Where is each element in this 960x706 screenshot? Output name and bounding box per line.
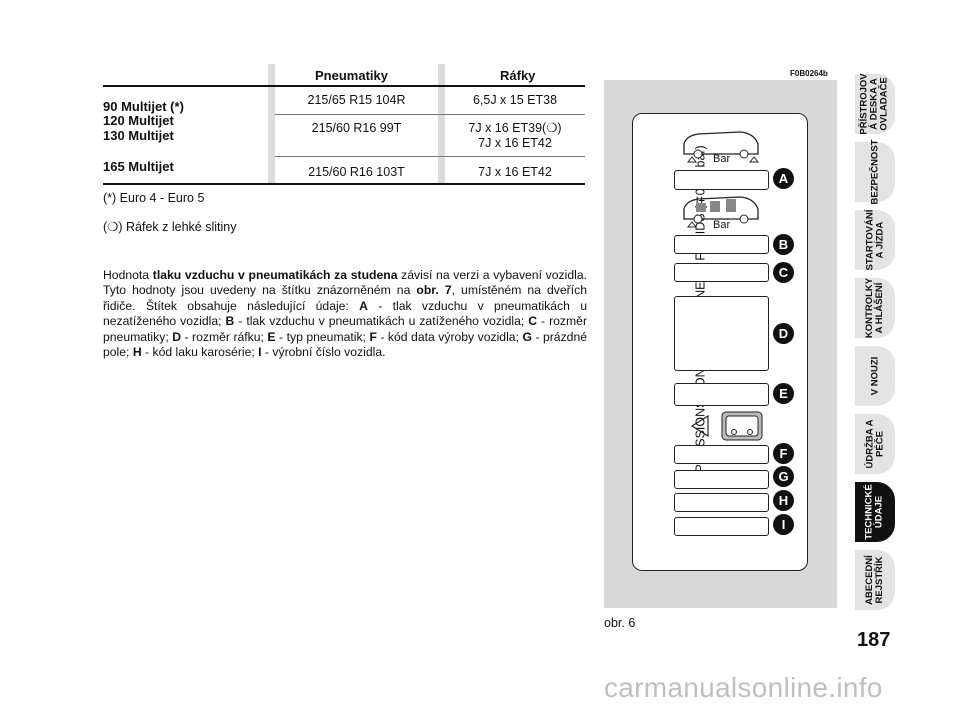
rim-cell: 7J x 16 ET39(❍) (468, 121, 562, 135)
tab-v-nouzi[interactable]: V NOUZI (855, 346, 895, 406)
watermark: carmanualsonline.info (604, 672, 883, 703)
field-box-i (674, 517, 769, 536)
letter-badge: I (773, 514, 794, 535)
field-box-b (674, 235, 769, 254)
header-rims: Ráfky (500, 68, 536, 83)
figure-caption: obr. 6 (604, 616, 636, 630)
model-label: 120 Multijet (103, 113, 174, 128)
tyre-cell: 215/65 R15 104R (307, 93, 406, 107)
field-box-f (674, 445, 769, 464)
tab-bezpecnost[interactable]: BEZPEČNOST (855, 142, 895, 202)
tab-kontrolky[interactable]: KONTROLKY A HLÁŠENÍ (855, 278, 895, 338)
figure-reference[interactable]: obr. 7 (416, 283, 452, 298)
rim-cell: 7J x 16 ET42 (478, 136, 552, 150)
paint-icon (688, 406, 768, 444)
letter-badge: D (773, 323, 794, 344)
footnote-euro: (*) Euro 4 - Euro 5 (103, 191, 205, 205)
column-shade (268, 64, 275, 185)
letter-badge: E (773, 383, 794, 404)
bar-unit: Bar (713, 153, 731, 165)
tab-technicke-udaje[interactable]: TECHNICKÉ ÚDAJE (855, 482, 895, 542)
page-number: 187 (857, 629, 891, 651)
column-shade (438, 64, 445, 185)
field-box-d (674, 296, 769, 371)
tab-startovani[interactable]: STARTOVÁNÍ A JÍZDA (855, 210, 895, 270)
model-label: 165 Multijet (103, 159, 174, 174)
field-box-e (674, 383, 769, 406)
field-box-g (674, 470, 769, 489)
letter-badge: A (773, 168, 794, 189)
tyre-cell: 215/60 R16 99T (311, 121, 402, 135)
letter-badge: G (773, 466, 794, 487)
letter-badge: B (773, 234, 794, 255)
bar-unit: Bar (713, 219, 731, 231)
letter-badge: F (773, 443, 794, 464)
footnote-alloy: (❍) Ráfek z lehké slitiny (103, 220, 237, 234)
letter-badge: H (773, 490, 794, 511)
letter-badge: C (773, 262, 794, 283)
field-box-h (674, 493, 769, 512)
header-tyres: Pneumatiky (315, 68, 388, 83)
row-divider (275, 156, 585, 157)
tab-abecedni-rejstrik[interactable]: ABECEDNÍ REJSTŘÍK (855, 550, 895, 610)
figure-code: F0B0264b (790, 69, 828, 78)
row-divider (275, 114, 585, 115)
body-paragraph: Hodnota tlaku vzduchu v pneumatikách za studena závisí na verzi a vybavení vozidla. Tyto hodnoty jsou uvedeny na štítku znázorněném na obr. 7, umístěném na dveřích řidiče. Štítek obsahuje následující údaje: A - tlak vzduchu v pneumatikách u nezatíženého vozidla; B - tlak vzduchu v pneumatikách u zatíženého vozidla; C - rozměr pneumatiky; D - rozměr ráfku; E - typ pneumatik; F - kód data výroby vozidla; G - prázdné pole; H - kód laku karosérie; I - výrobní číslo vozidla. (103, 268, 588, 360)
rim-cell: 6,5J x 15 ET38 (472, 93, 558, 107)
table-bottom-rule (103, 183, 585, 185)
model-label: 90 Multijet (*) (103, 99, 184, 114)
field-box-c (674, 263, 769, 282)
tyre-cell: 215/60 R16 103T (308, 165, 405, 179)
tab-udrzba[interactable]: ÚDRŽBA A PÉČE (855, 414, 895, 474)
model-label: 130 Multijet (103, 128, 174, 143)
tab-pristrojova-deska[interactable]: PŘÍSTROJOV Á DESKA A OVLADAČE (855, 74, 895, 134)
header-rule (103, 85, 585, 87)
field-box-a (674, 170, 769, 190)
rim-cell: 7J x 16 ET42 (478, 165, 552, 179)
